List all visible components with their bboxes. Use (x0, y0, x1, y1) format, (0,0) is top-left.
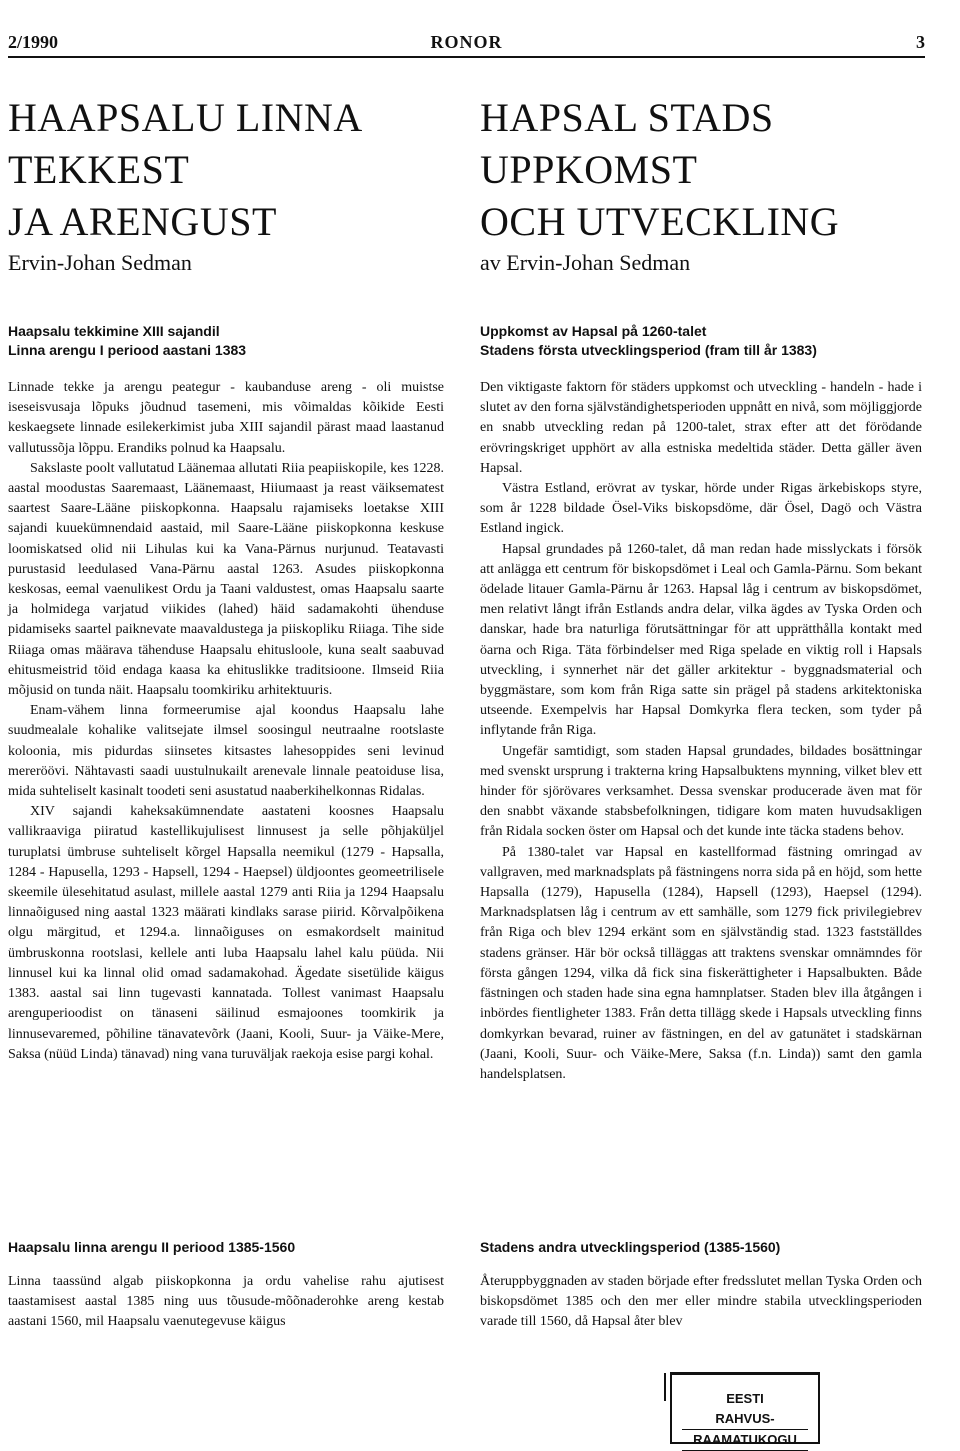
stamp-border-mark (664, 1373, 672, 1401)
right-title-line: HAPSAL STADS (480, 95, 774, 140)
stamp-line: RAHVUS- (715, 1411, 775, 1426)
paragraph: Hapsal grundades på 1260-talet, då man redan hade misslyckats i försök att anlägga ett centrum för biskopsdömet i Leal och Gamla-Pärnu. Som bekant ödelade litauer Gamla-Pärnu år 1263. Hapsal låg i centrum av biskopsdömet, men relativt långt ifrån Estlands andra delar, vilka ägdes av Tyska Orden och danskar, hade bra naturliga förutsättningar för att upprätthålla kontakt med öarna och Riga. Täta förbindelser med Riga spelade en viktig roll i Hapsals utveckling, i synnerhet när det gäller arkitektur - byggnadsmaterial och byggmästare, som kom från Riga satte sin prägel på stadens arkitektoniska utseende. Exempelvis har Hapsal Domkyrka flera tecken, som tyder på inflytande från Riga. (480, 541, 922, 739)
right-section1-body (480, 378, 922, 1085)
right-section2-heading: Stadens andra utvecklingsperiod (1385-1560) (480, 1239, 781, 1255)
right-title-line: OCH UTVECKLING (480, 199, 840, 244)
left-title-line: HAAPSALU LINNA (8, 95, 363, 140)
paragraph: Återuppbyggnaden av staden började efter fredsslutet mellan Tyska Orden och biskopsdömet 1385 och den mer eller mindre stabila utvecklingsperioden varade till 1560, då Hapsal åter blev (480, 1274, 922, 1330)
paragraph: Enam-vähem linna formeerumise ajal koondus Haapsalu lahe suudmealale kohalike valitsejate ilmsel soosingul neutraalne rootslaste koloonia, mis pidurdas siinsetes kitsastes lahesoppides seni levinud mereröövi. Nähtavasti saadi uustulnukailt arenevale linnale peatoiduse lisa, mida suhteliselt kasinalt toodeti seni asustatud naaberkihelkonnas Ridalas. (8, 703, 444, 800)
left-title-line: JA ARENGUST (8, 199, 277, 244)
stamp-line: EESTI (726, 1391, 764, 1406)
page-number: 3 (916, 32, 925, 52)
paragraph: Sakslaste poolt vallutatud Läänemaa allutati Riia peapiiskopile, kes 1228. aastal moodustas Saaremaast, Läänemaast, Hiiumaast ja reast väiksematest saartest Saare-Lääne piiskopkonna. Haapsalu rajamiseks loetakse XIII sajandi kuuekümnendaid aastaid, mil Saare-Lääne piiskopkonna keskuse loomiskatsed olid nii Lihulas kui ka Vana-Pärnus nurjunud. Teatavasti purustasid leedulased Vana-Pärnu aastal 1263. Asudes piiskopkonna keskosas, eemal vaenulikest Ordu ja Taani valdustest, omas Haapsalu saarte ja holmidega varjatud viikides (lahed) häid sadamakohti ühenduse pidamiseks saartel paiknevate maavaldustega ja piiskopliku Riiaga. Tihe side Riiaga omas määrava tähenduse Haapsalu ehitusloole, kuna sealt saabuvad ehitusmeistrid töid endaga kaasa ka ehituslikke traditsioone. Ilmseid Riia mõjusid on tunda näit. Haapsalu toomkiriku arhitektuuris. (8, 460, 444, 699)
heading-line: Linna arengu I periood aastani 1383 (8, 342, 247, 358)
heading-line: Uppkomst av Hapsal på 1260-talet (480, 323, 707, 339)
paragraph: Västra Estland, erövrat av tyskar, hörde under Rigas ärkebiskops styre, som år 1228 bildade Ösel-Viks biskopsdöme, där Ösel, Dagö och Västra Estland ingick. (480, 481, 922, 537)
heading-line: Haapsalu tekkimine XIII sajandil (8, 323, 220, 339)
running-header (8, 32, 925, 58)
library-stamp (670, 1372, 820, 1447)
left-section2-body (8, 1272, 444, 1333)
left-section2-heading: Haapsalu linna arengu II periood 1385-1560 (8, 1239, 296, 1255)
heading-line: Stadens första utvecklingsperiod (fram till år 1383) (480, 342, 817, 358)
paragraph: Linna taassünd algab piiskopkonna ja ordu vahelise rahu ajutisest taastamisest aastal 1385 ning uus tõusude-mõõnaderohke areng kestab aastani 1560, mil Haapsalu vaenutegevuse käigus (8, 1274, 444, 1330)
right-author: av Ervin-Johan Sedman (480, 250, 691, 275)
paragraph: Den viktigaste faktorn för städers uppkomst och utveckling - handeln - hade i slutet av den forna självständighetsperioden uppnått en nivå, som möjliggjorde en snabb utveckling redan på 1200-talet, strax efter att det förödande erövringskriget upphört av alla estniska medeltida städer. Detta gäller även Hapsal. (480, 380, 922, 476)
paragraph: På 1380-talet var Hapsal en kastellformad fästning omringad av vallgraven, med marknadsplats på fästningens norra sida på en höjd, som hette Hapsalla (1279), Hapusella (1284), Hapsell (1293), Haepsel (1294). Marknadsplatsen låg i centrum av ett samhälle, som 1279 fick privilegiebrev från Riga och blev 1294 erkänt som en självständig stad. 1323 fastställdes stadens gränser. Här bör också tilläggas att traktens svenskar omnämndes för första gången 1294, vilka då fick sina fiskerättigheter i Hapsalbukten. Både fästningen och staden hade sina egna hamnplatser. Staden blev illa åtgången i inbördes fientligheter 1383. Från detta tillägg skede i Hapsals utveckling finns domkyrkan bevarad, ruiner av fästningen, en del av gatunätet i stadskärnan (Jaani, Kooli, Suur- och Väike-Mere, Saksa (f.n. Linda)) samt den gamla handelsplatsen. (480, 844, 922, 1082)
left-title-line: TEKKEST (8, 147, 190, 192)
issue-number: 2/1990 (8, 32, 59, 52)
right-section2-body (480, 1272, 922, 1333)
left-title-block (8, 92, 444, 276)
left-author: Ervin-Johan Sedman (8, 250, 192, 275)
paragraph: XIV sajandi kaheksakümnendate aastateni koosnes Haapsalu vallikraaviga piiratud kastellikujulisest linnusest ja selle põhjaküljel turuplatsi ümbruse suhteliselt kõrgel Hapsalla neemikul (1279 - Hapsalla, 1284 - Hapusella, 1293 - Hapsell, 1294 - Haepsel) üldjoontes geomeetrilisele skeemile ülesehitatud asulast, millele aastal 1279 anti Riia ja 1294 Haapsalu linnaõigused ning aastal 1323 määrati kindlaks sarase piirid. Kõrvalpõikena olgu märgitud, et 1294.a. linnaõiguses on esmakordselt mainitud ümbruskonna rootslasi, kellele anti luba Haapsalu lahel kalu püüda. Nii linnusel kui ka linnal olid omad sadamakohad. Ägedate sisetülide käigus 1383. aastal sai linn tugevasti kannatada. Tollest vanimast Haapsalu arenguperioodist on tänaseni säilinud esmajoones toomkirik ja linnusevaremed, põhiline tänavatevõrk (Jaani, Kooli, Suur- ja Väike-Mere, Saksa (nüüd Linda) tänavad) ning vana turuväljak raekoja esise pargi kohal. (8, 804, 444, 1062)
left-section1-body (8, 378, 444, 1065)
stamp-line: RAAMATUKOGU (682, 1429, 808, 1451)
right-title-block (480, 92, 922, 276)
paragraph: Linnade tekke ja arengu peategur - kaubanduse areng - oli muistse iseseisvusaja lõpuks jõudnud tasemeni, mis võimaldas kõikide Eesti keskaegsete linnade esilekerkimist juba XIII sajandil pärast maad laastanud vallutussõja lõppu. Erandiks polnud ka Haapsalu. (8, 380, 444, 456)
right-title-line: UPPKOMST (480, 147, 698, 192)
journal-name: RONOR (430, 32, 503, 52)
paragraph: Ungefär samtidigt, som staden Hapsal grundades, bildades bosättningar med svenskt ursprung i trakterna kring Hapsalbuktens mynning, vilket blev ett hinder för sjörövares verksamhet. Dessa svenskar producerade även mat för den snabbt växande stabsbefolkningen, tidigare kom maten huvudsakligen från Ridala socken öster om Hapsal och det kunde inte täcka stadens behov. (480, 743, 922, 840)
right-section1-heading (480, 322, 922, 360)
left-section1-heading (8, 322, 444, 360)
